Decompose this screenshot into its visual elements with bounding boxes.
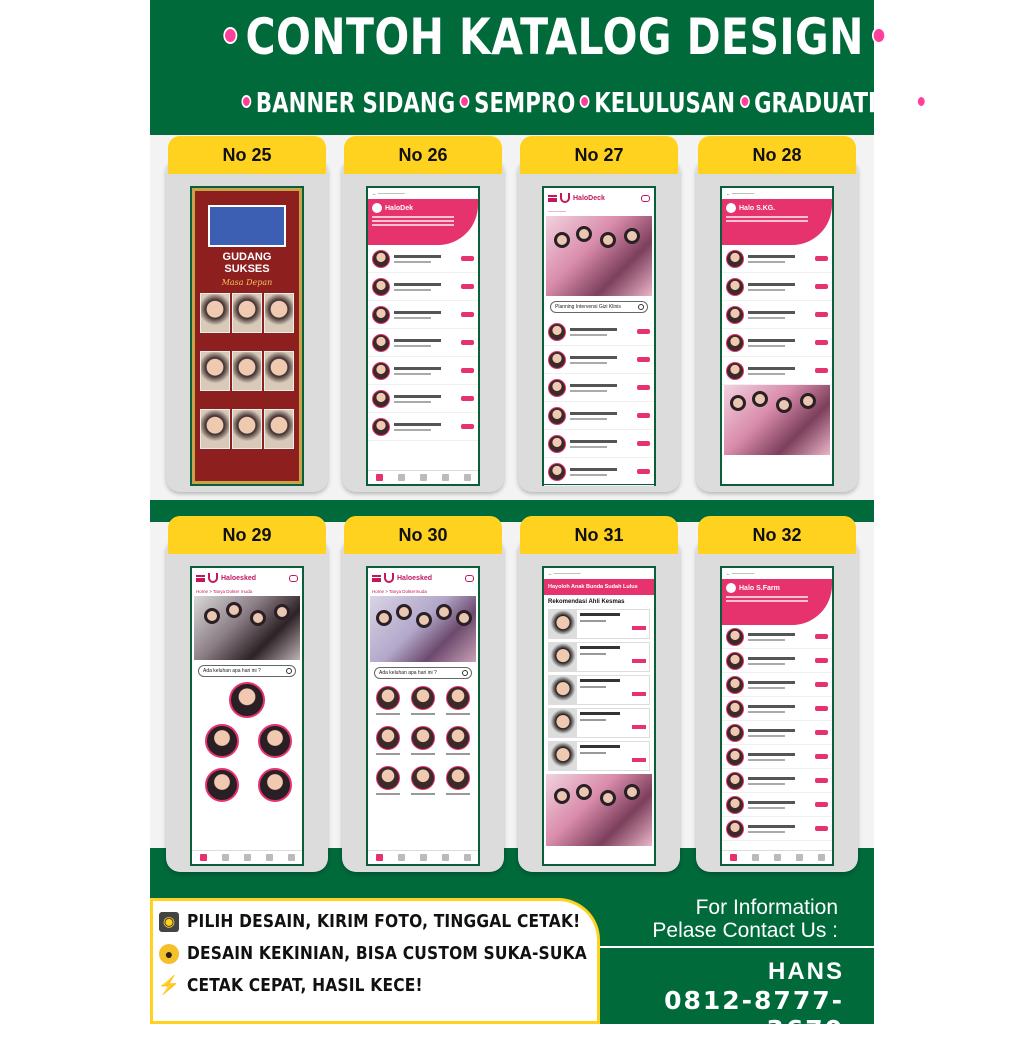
design-preview: [720, 186, 834, 486]
graduate-photo: [200, 293, 230, 333]
status-badge: [461, 312, 474, 317]
list-item: [722, 329, 832, 357]
list-item: [368, 357, 478, 385]
card-number-label: No 32: [698, 516, 856, 554]
contact-name: HANS: [767, 958, 844, 985]
catalog-card-26[interactable]: [342, 136, 504, 496]
list-item: [544, 430, 654, 458]
grid-icon: [818, 854, 825, 861]
login-button: [465, 575, 474, 582]
feature-item: ◉ PILIH DESAIN, KIRIM FOTO, TINGGAL CETAK!: [159, 911, 644, 932]
graduate-photo: [264, 409, 294, 449]
doc-icon: [398, 474, 405, 481]
grid-icon: [288, 854, 295, 861]
logo-icon: [726, 583, 736, 593]
logo-icon: [372, 203, 382, 213]
subtitle-item: BANNER SIDANG: [255, 86, 456, 119]
status-badge: [815, 802, 828, 807]
profile-card: [205, 766, 237, 806]
hero-banner: HaloDek: [368, 199, 478, 245]
search-input: Ada keluhan apa hari ini ?: [198, 665, 296, 677]
avatar: [726, 306, 744, 324]
group-photo: [546, 774, 652, 846]
status-badge: [637, 357, 650, 362]
login-button: [641, 195, 650, 202]
avatar: [372, 278, 390, 296]
mail-icon: [442, 854, 449, 861]
sunglasses-face-icon: ●: [159, 944, 179, 964]
status-badge: [815, 312, 828, 317]
bullet-dot-icon: [916, 95, 926, 108]
avatar: [549, 742, 577, 770]
list-item: [544, 318, 654, 346]
avatar: [549, 610, 577, 638]
profile-grid: [192, 764, 302, 808]
list-item: [548, 741, 650, 771]
avatar: [372, 390, 390, 408]
stethoscope-icon: [208, 573, 218, 583]
home-icon: [730, 854, 737, 861]
status-badge: [637, 441, 650, 446]
graduate-photo: [200, 351, 230, 391]
status-badge: [461, 256, 474, 261]
menu-icon: [196, 575, 205, 582]
avatar: [726, 772, 744, 790]
avatar: [726, 748, 744, 766]
search-input: Planning Intervensi Gizi Klinis: [550, 301, 648, 313]
status-badge: [815, 778, 828, 783]
list-item: [722, 721, 832, 745]
status-badge: [637, 385, 650, 390]
card-number-label: No 31: [520, 516, 678, 554]
hero-banner: Halo S.KG.: [722, 199, 832, 245]
logo-icon: [726, 203, 736, 213]
profile-card: [372, 766, 404, 806]
catalog-card-31[interactable]: [518, 516, 680, 876]
design-preview: [720, 566, 834, 866]
list-item: [544, 458, 654, 486]
grid-icon: [464, 474, 471, 481]
list-item: [722, 625, 832, 649]
list-item: [722, 793, 832, 817]
avatar: [549, 643, 577, 671]
status-badge: [815, 658, 828, 663]
profile-card: [372, 726, 404, 766]
card-number-label: No 30: [344, 516, 502, 554]
avatar: [726, 676, 744, 694]
list-item: [544, 374, 654, 402]
stethoscope-icon: [560, 193, 570, 203]
status-badge: [461, 368, 474, 373]
avatar: [548, 407, 566, 425]
search-icon: [286, 668, 292, 674]
avatar: [726, 700, 744, 718]
banner-brand: GUDANG SUKSES: [222, 251, 272, 275]
list-item: [722, 745, 832, 769]
profile-card: [205, 722, 237, 762]
profile-card: [442, 726, 474, 766]
list-item: [544, 346, 654, 374]
search-input: Ada keluhan apa hari ini ?: [374, 667, 472, 679]
doc-icon: [222, 854, 229, 861]
status-badge: [815, 340, 828, 345]
list-item: [368, 329, 478, 357]
list-item: [548, 708, 650, 738]
catalog-card-32[interactable]: [696, 516, 858, 876]
status-badge: [461, 424, 474, 429]
list-item: [548, 675, 650, 705]
menu-icon: [548, 195, 557, 202]
user-icon: [774, 854, 781, 861]
profile-grid: [192, 720, 302, 764]
back-arrow-icon: ← ——————: [548, 571, 581, 576]
status-badge: [637, 413, 650, 418]
status-badge: [815, 634, 828, 639]
contact-line-2: Pelase Contact Us :: [652, 919, 838, 942]
graduate-photo: [232, 293, 262, 333]
design-preview: [190, 566, 304, 866]
bullet-dot-icon: [872, 27, 886, 44]
bullet-dot-icon: [580, 95, 590, 108]
bottom-nav: [192, 850, 302, 864]
status-badge: [815, 284, 828, 289]
back-arrow-icon: ← —————: [726, 191, 755, 196]
status-badge: [815, 706, 828, 711]
list-item: [722, 769, 832, 793]
avatar: [726, 820, 744, 838]
doc-icon: [398, 854, 405, 861]
avatar: [548, 323, 566, 341]
avatar: [372, 418, 390, 436]
status-badge: [815, 256, 828, 261]
hero-banner: Halo S.Farm: [722, 579, 832, 625]
status-badge: [637, 469, 650, 474]
graduate-photo: [200, 409, 230, 449]
features-box: [150, 898, 600, 1024]
card-number-label: No 28: [698, 136, 856, 174]
mail-icon: [442, 474, 449, 481]
mail-icon: [796, 854, 803, 861]
list-item: [368, 301, 478, 329]
banner-tagline: Masa Depan: [221, 278, 273, 287]
status-badge: [815, 682, 828, 687]
status-badge: [815, 754, 828, 759]
camera-icon: ◉: [159, 912, 179, 932]
avatar: [726, 628, 744, 646]
list-item: [722, 357, 832, 385]
bullet-dot-icon: [460, 95, 470, 108]
list-item: [722, 273, 832, 301]
graduate-photo: [264, 293, 294, 333]
catalog-card-29[interactable]: [166, 516, 328, 876]
group-photo: [724, 385, 830, 455]
home-icon: [376, 474, 383, 481]
feature-item: ● DESAIN KEKINIAN, BISA CUSTOM SUKA-SUKA: [159, 943, 652, 964]
app-topbar: HaloDeck: [544, 188, 654, 208]
profile-card: [442, 766, 474, 806]
design-preview: [190, 186, 304, 486]
avatar: [726, 334, 744, 352]
group-photo: [370, 596, 476, 662]
contact-line-1: For Information: [695, 896, 838, 919]
avatar: [548, 351, 566, 369]
design-preview: [366, 566, 480, 866]
profile-grid: [368, 684, 478, 808]
catalog-card-25[interactable]: [166, 136, 328, 496]
avatar: [372, 306, 390, 324]
list-item: [368, 245, 478, 273]
contact-phone[interactable]: 0812-8777-3670: [664, 986, 844, 1044]
avatar: [372, 362, 390, 380]
section-title: Rekomendasi Ahli Kesmas: [548, 599, 625, 605]
avatar: [726, 250, 744, 268]
page-subtitle: [237, 86, 912, 119]
subtitle-item: SEMPRO: [474, 86, 576, 119]
avatar: [548, 463, 566, 481]
user-icon: [420, 854, 427, 861]
profile-card: [258, 766, 290, 806]
profile-card: [258, 722, 290, 762]
page-title: CONTOH KATALOG DESIGN: [215, 8, 809, 66]
list-item: [368, 385, 478, 413]
graduate-photo: [232, 351, 262, 391]
app-topbar: Haloesked: [368, 568, 478, 588]
menu-icon: [372, 575, 381, 582]
catalog-card-30[interactable]: [342, 516, 504, 876]
status-badge: [815, 368, 828, 373]
status-badge: [637, 329, 650, 334]
home-icon: [376, 854, 383, 861]
list-item: [722, 245, 832, 273]
banner-design: [192, 188, 302, 484]
avatar: [372, 250, 390, 268]
list-item: [722, 301, 832, 329]
design-preview: [542, 186, 656, 486]
search-icon: [638, 304, 644, 310]
avatar: [372, 334, 390, 352]
avatar: [548, 379, 566, 397]
list-item: [722, 697, 832, 721]
login-button: [289, 575, 298, 582]
back-arrow-icon: ← —————: [726, 571, 755, 576]
bullet-dot-icon: [223, 27, 237, 44]
breadcrumb: Home > Tanya Dokter muda: [196, 589, 253, 594]
subtitle-item: GRADUATION: [754, 86, 912, 119]
avatar: [726, 652, 744, 670]
user-icon: [244, 854, 251, 861]
search-icon: [462, 670, 468, 676]
list-item: [368, 273, 478, 301]
doc-icon: [752, 854, 759, 861]
back-arrow-icon: ← ——————: [372, 191, 405, 196]
profile-card: [407, 686, 439, 726]
catalog-card-27[interactable]: [518, 136, 680, 496]
bottom-nav: [368, 470, 478, 484]
profile-card: [407, 726, 439, 766]
avatar: [229, 682, 265, 718]
list-item: [368, 413, 478, 441]
card-number-label: No 25: [168, 136, 326, 174]
status-badge: [461, 284, 474, 289]
group-photo: [194, 596, 300, 660]
list-item: [544, 402, 654, 430]
user-icon: [420, 474, 427, 481]
list-item: [548, 642, 650, 672]
avatar: [549, 676, 577, 704]
mail-icon: [266, 854, 273, 861]
list-item: [722, 817, 832, 841]
design-preview: [542, 566, 656, 866]
bottom-nav: [722, 850, 832, 864]
card-number-label: No 26: [344, 136, 502, 174]
graduate-photo: [232, 409, 262, 449]
bullet-dot-icon: [241, 95, 251, 108]
profile-card: [372, 686, 404, 726]
hero-banner: Hayoloh Anak Bunda Sudah Lulus: [544, 579, 654, 595]
design-preview: [366, 186, 480, 486]
avatar: [549, 709, 577, 737]
avatar: [726, 362, 744, 380]
graduate-photo: [264, 351, 294, 391]
avatar: [726, 724, 744, 742]
status-badge: [461, 396, 474, 401]
home-icon: [200, 854, 207, 861]
bottom-nav: [368, 850, 478, 864]
group-photo: [546, 216, 652, 296]
status-badge: [461, 340, 474, 345]
status-badge: [815, 730, 828, 735]
app-topbar: Haloesked: [192, 568, 302, 588]
feature-item: ⚡ CETAK CEPAT, HASIL KECE!: [157, 975, 423, 996]
catalog-card-28[interactable]: [696, 136, 858, 496]
profile-card: [407, 766, 439, 806]
card-number-label: No 29: [168, 516, 326, 554]
bullet-dot-icon: [740, 95, 750, 108]
list-item: [722, 673, 832, 697]
lightning-icon: ⚡: [157, 975, 181, 995]
breadcrumb: ————: [548, 209, 566, 214]
avatar: [726, 278, 744, 296]
profile-card: [442, 686, 474, 726]
list-item: [548, 609, 650, 639]
card-number-label: No 27: [520, 136, 678, 174]
building-logo-icon: [208, 205, 286, 247]
grid-icon: [464, 854, 471, 861]
status-badge: [815, 826, 828, 831]
breadcrumb: Home > Tanya Doktermuda: [372, 589, 427, 594]
divider: [600, 946, 874, 948]
avatar: [548, 435, 566, 453]
stethoscope-icon: [384, 573, 394, 583]
graduate-photo-grid: [195, 293, 299, 467]
catalog-sheet: [150, 0, 912, 1024]
list-item: [722, 649, 832, 673]
avatar: [726, 796, 744, 814]
subtitle-item: KELULUSAN: [594, 86, 736, 119]
